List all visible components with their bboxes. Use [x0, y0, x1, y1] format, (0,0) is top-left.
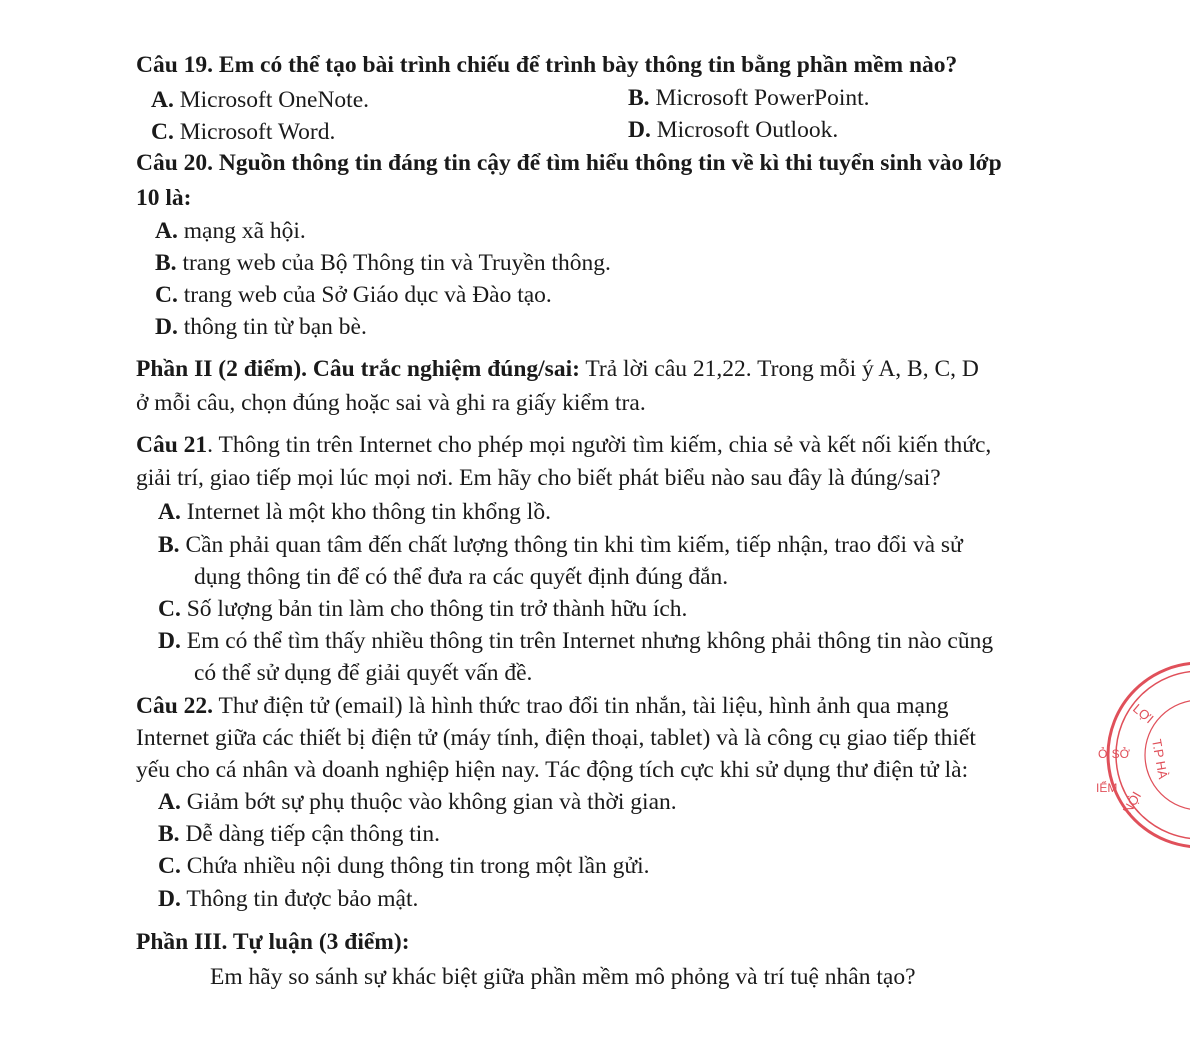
- option-text: Số lượng bản tin làm cho thông tin trở thành hữu ích.: [186, 596, 688, 622]
- q20-title-line1: Câu 20. Nguồn thông tin đáng tin cậy để tìm hiểu thông tin về kì thi tuyển sinh vào lớp: [136, 150, 1002, 176]
- q21-line1: [136, 430, 991, 460]
- option-letter: D.: [158, 886, 181, 912]
- option-text: Microsoft PowerPoint.: [655, 85, 870, 111]
- q21-text: . Thông tin trên Internet cho phép mọi người tìm kiếm, chia sẻ và kết nối kiến thức,: [207, 432, 992, 458]
- option-text: Microsoft OneNote.: [179, 87, 369, 113]
- stamp-text-3: NỘI: [1119, 788, 1145, 817]
- q22-line2: Internet giữa các thiết bị điện tử (máy tính, điện thoại, tablet) và là công cụ giao tiếp thiết: [136, 725, 976, 751]
- q22-option-b: [158, 819, 440, 849]
- option-letter: D.: [158, 628, 181, 654]
- stamp-graphic: [1080, 660, 1190, 860]
- q21-option-c: [158, 594, 687, 624]
- q21-option-b-cont: dụng thông tin để có thể đưa ra các quyết định đúng đắn.: [194, 564, 729, 590]
- part2-heading: Phần II (2 điểm). Câu trắc nghiệm đúng/sai:: [136, 356, 580, 382]
- q20-option-d: [155, 312, 367, 342]
- stamp-text-4: Ở SỞ: [1098, 747, 1130, 761]
- option-letter: C.: [155, 282, 178, 308]
- stamp-text-2: T.P HÀ: [1149, 737, 1171, 781]
- q19-option-b: [628, 83, 870, 113]
- option-text: Chứa nhiều nội dung thông tin trong một lần gửi.: [186, 853, 650, 879]
- option-text: trang web của Sở Giáo dục và Đào tạo.: [183, 282, 552, 308]
- part3-heading: Phần III. Tự luận (3 điểm):: [136, 929, 410, 955]
- q21-line2: giải trí, giao tiếp mọi lúc mọi nơi. Em hãy cho biết phát biểu nào sau đây là đúng/sai?: [136, 465, 941, 491]
- option-letter: D.: [155, 314, 178, 340]
- q21-option-d: [158, 626, 993, 656]
- q21-label: Câu 21: [136, 432, 208, 458]
- part3-question: Em hãy so sánh sự khác biệt giữa phần mềm mô phỏng và trí tuệ nhân tạo?: [210, 964, 916, 990]
- q19-option-a: [151, 85, 369, 115]
- q19-title: Câu 19. Em có thể tạo bài trình chiếu để trình bày thông tin bằng phần mềm nào?: [136, 52, 958, 78]
- option-text: Thông tin được bảo mật.: [186, 886, 419, 912]
- q22-text: Thư điện tử (email) là hình thức trao đổi tin nhắn, tài liệu, hình ảnh qua mạng: [213, 693, 949, 719]
- q20-option-a: [155, 216, 306, 246]
- option-letter: C.: [158, 596, 181, 622]
- option-letter: B.: [158, 532, 180, 558]
- part2-line1: [136, 354, 979, 384]
- option-text: Dễ dàng tiếp cận thông tin.: [185, 821, 440, 847]
- option-letter: C.: [151, 119, 174, 145]
- part2-instruction: Trả lời câu 21,22. Trong mỗi ý A, B, C, D: [579, 356, 979, 382]
- q22-option-a: [158, 787, 677, 817]
- q21-option-d-cont: có thể sử dụng để giải quyết vấn đề.: [194, 660, 533, 686]
- q20-option-b: [155, 248, 611, 278]
- option-letter: D.: [628, 117, 651, 143]
- q19-option-d: [628, 115, 838, 145]
- stamp-text-1: LỢI: [1130, 700, 1157, 727]
- option-text: mạng xã hội.: [183, 218, 306, 244]
- q22-label: Câu 22.: [136, 693, 214, 719]
- option-letter: A.: [158, 789, 181, 815]
- q19-option-c: [151, 117, 335, 147]
- option-text: Microsoft Word.: [179, 119, 336, 145]
- option-text: Internet là một kho thông tin khổng lồ.: [186, 499, 551, 525]
- part2-line2: ở mỗi câu, chọn đúng hoặc sai và ghi ra giấy kiểm tra.: [136, 390, 646, 416]
- q22-line1: [136, 691, 948, 721]
- option-letter: B.: [158, 821, 180, 847]
- stamp-text-5: IỂM: [1096, 781, 1118, 795]
- option-text: thông tin từ bạn bè.: [183, 314, 367, 340]
- option-text: trang web của Bộ Thông tin và Truyền thông.: [182, 250, 611, 276]
- option-letter: A.: [158, 499, 181, 525]
- option-text: Giảm bớt sự phụ thuộc vào không gian và thời gian.: [186, 789, 677, 815]
- option-text: Microsoft Outlook.: [656, 117, 839, 143]
- option-text: Cần phải quan tâm đến chất lượng thông tin khi tìm kiếm, tiếp nhận, trao đổi và sử: [185, 532, 963, 558]
- option-text: Em có thể tìm thấy nhiều thông tin trên Internet nhưng không phải thông tin nào cũng: [186, 628, 994, 654]
- official-stamp: [1080, 660, 1190, 860]
- q22-option-c: [158, 851, 650, 881]
- option-letter: A.: [155, 218, 178, 244]
- q22-option-d: [158, 884, 418, 914]
- q21-option-b: [158, 530, 963, 560]
- option-letter: B.: [628, 85, 650, 111]
- q20-option-c: [155, 280, 552, 310]
- option-letter: C.: [158, 853, 181, 879]
- q21-option-a: [158, 497, 551, 527]
- option-letter: A.: [151, 87, 174, 113]
- q22-line3: yếu cho cá nhân và doanh nghiệp hiện nay. Tác động tích cực khi sử dụng thư điện tử là:: [136, 757, 969, 783]
- q20-title-line2: 10 là:: [136, 185, 192, 211]
- option-letter: B.: [155, 250, 177, 276]
